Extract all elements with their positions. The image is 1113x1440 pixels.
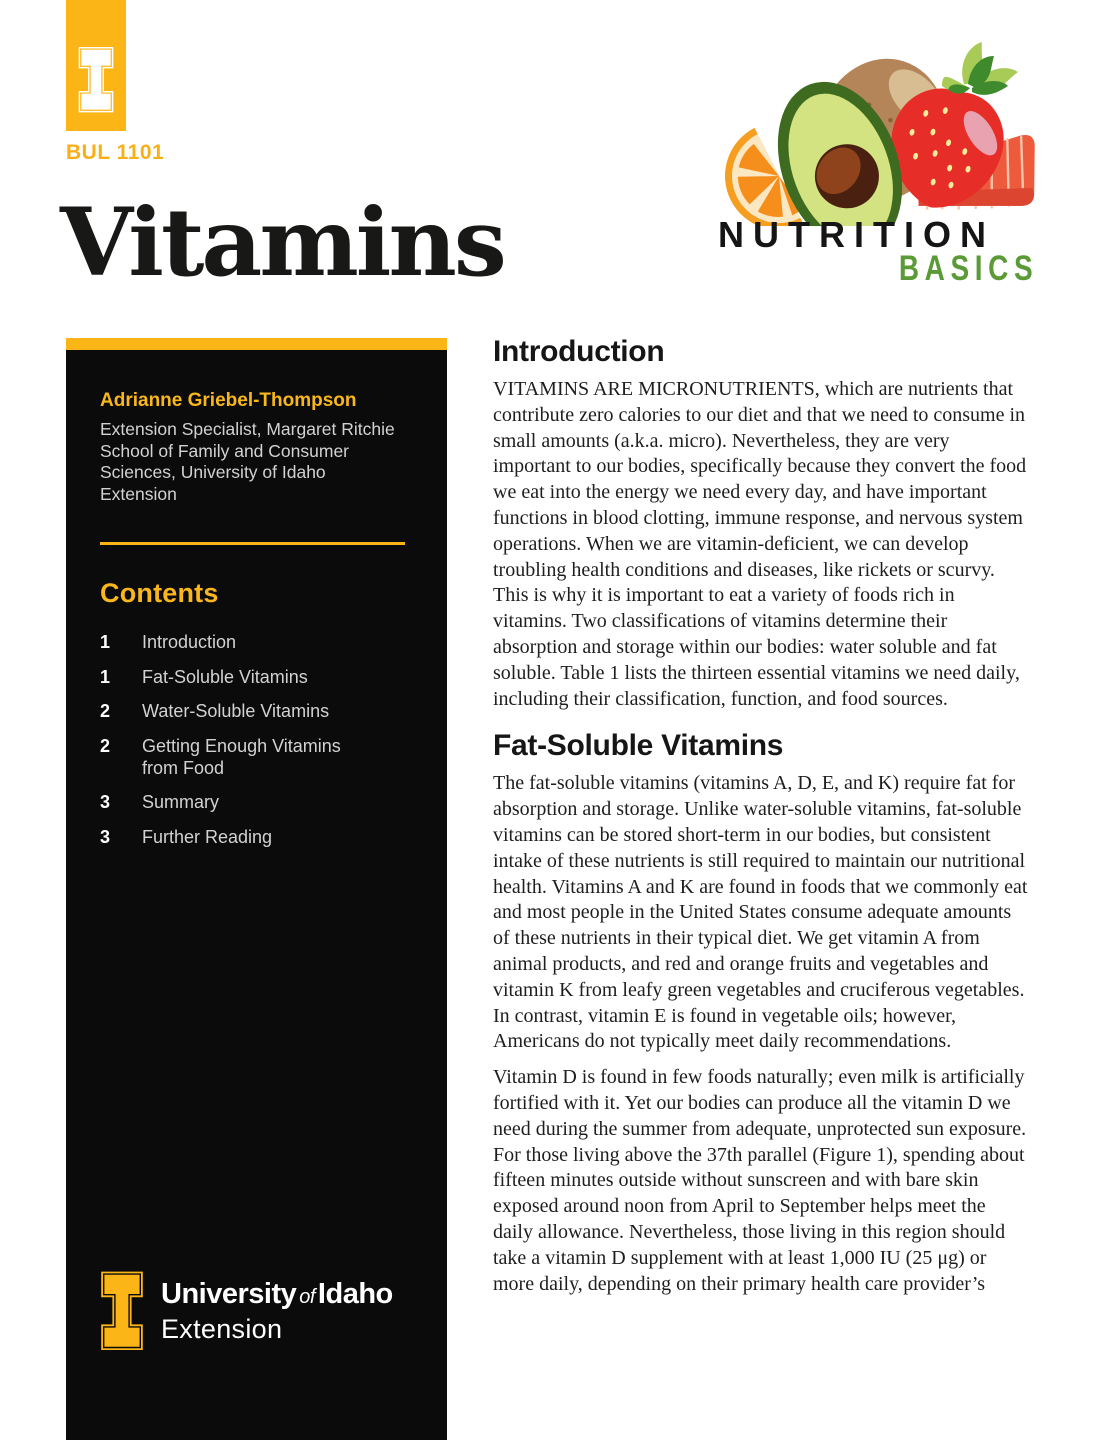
toc-page-number: 1: [100, 666, 111, 687]
toc-page-number: 2: [100, 735, 111, 756]
nutrition-logo-text: NUTRITION: [718, 214, 995, 255]
author-name: Adrianne Griebel-Thompson: [100, 390, 357, 411]
paragraph: Vitamin D is found in few foods naturally; even milk is artificially fortified with it. Yet our bodies can produce all the vitamin D we need during the summer from adequate, unprotected sun exposure. For those living above the 37th parallel (Figure 1), spending about fifteen minutes outside without sunscreen and with bare skin exposed around noon from April to September helps meet the daily allowance. Nevertheless, those living in this region should take a vitamin D supplement with at least 1,000 IU (25 μg) or more daily, depending on their primary health care provider’s: [493, 1066, 1027, 1295]
block-i-icon: [76, 40, 116, 118]
strawberry-leaves-icon: [942, 42, 1018, 95]
author-role: Extension Specialist, Margaret Ritchie School of Family and Consumer Sciences, University of Idaho Extension: [100, 419, 395, 504]
toc-item-summary[interactable]: [100, 791, 413, 813]
basics-logo-text: BASICS: [898, 249, 1038, 288]
paragraph: VITAMINS ARE MICRONUTRIENTS, which are nutrients that contribute zero calories to our diet and that we need to consume in small amounts (a.k.a. micro). Nevertheless, they are very important to our bodies, specifically because they convert the food we eat into the energy we need every day, and have important functions in blood clotting, immune response, and nervous system operations. When we are vitamin-deficient, we can develop troubling health conditions and diseases, like rickets or scurvy. This is why it is important to eat a variety of foods rich in vitamins. Two classifications of vitamins determine their absorption and storage within our bodies: water soluble and fat soluble. Table 1 lists the thirteen essential vitamins we need daily, including their classification, function, and food sources.: [493, 378, 1027, 710]
paragraph: The fat-soluble vitamins (vitamins A, D, E, and K) require fat for absorption and storage. Unlike water-soluble vitamins, fat-soluble vitamins can be stored short-term in our bodies, but consistent intake of these nutrients is still required to maintain our nutritional health. Vitamins A and K are found in foods that we commonly eat and most people in the United States consume adequate amounts of these nutrients in their typical diet. We get vitamin A from animal products, and red and orange fruits and vegetables and vitamin K from leafy green vegetables and cruciferous vegetables. In contrast, vitamin E is found in vegetable oils; however, Americans do not typically meet daily recommendations.: [493, 772, 1028, 1053]
university-of-idaho-logo: [66, 0, 126, 131]
sidebar-divider: [100, 542, 405, 545]
toc-item-fat-soluble-vitamins[interactable]: [100, 666, 413, 688]
toc-label: Fat-Soluble Vitamins: [142, 666, 308, 687]
university-wordmark: [161, 1268, 393, 1345]
toc-label: Getting Enough Vitamins from Food: [142, 735, 341, 778]
fruits-illustration: [712, 26, 1038, 226]
page-title: Vitamins: [60, 188, 504, 298]
wordmark-extension: Extension: [161, 1314, 283, 1344]
toc-page-number: 1: [100, 632, 111, 652]
toc-page-number: 3: [100, 826, 111, 847]
toc-label: Summary: [142, 792, 220, 812]
toc-item-water-soluble-vitamins[interactable]: [100, 700, 413, 722]
toc-item-getting-enough-vitamins[interactable]: [100, 735, 413, 779]
block-i-icon: [98, 1268, 146, 1352]
sidebar: [66, 338, 447, 1440]
bulletin-number: BUL 1101: [66, 141, 165, 164]
section-heading-fat-soluble-vitamins: Fat-Soluble Vitamins: [493, 729, 784, 763]
university-of-idaho-extension-logo: [98, 1268, 393, 1352]
toc-item-introduction[interactable]: [100, 631, 413, 653]
wordmark-idaho: Idaho: [317, 1278, 393, 1310]
contents-heading: Contents: [100, 578, 219, 608]
wordmark-of: of: [299, 1286, 315, 1308]
toc-page-number: 3: [100, 792, 111, 812]
wordmark-university: University: [161, 1278, 297, 1310]
toc-label: Introduction: [142, 632, 237, 652]
toc-page-number: 2: [100, 701, 111, 721]
toc-item-further-reading[interactable]: [100, 826, 413, 848]
article-body: [493, 335, 1028, 1307]
toc-label: Water-Soluble Vitamins: [142, 701, 330, 721]
nutrition-basics-logo: [712, 26, 1038, 294]
table-of-contents: [100, 631, 413, 848]
toc-label: Further Reading: [142, 826, 273, 847]
section-heading-introduction: Introduction: [493, 335, 665, 368]
